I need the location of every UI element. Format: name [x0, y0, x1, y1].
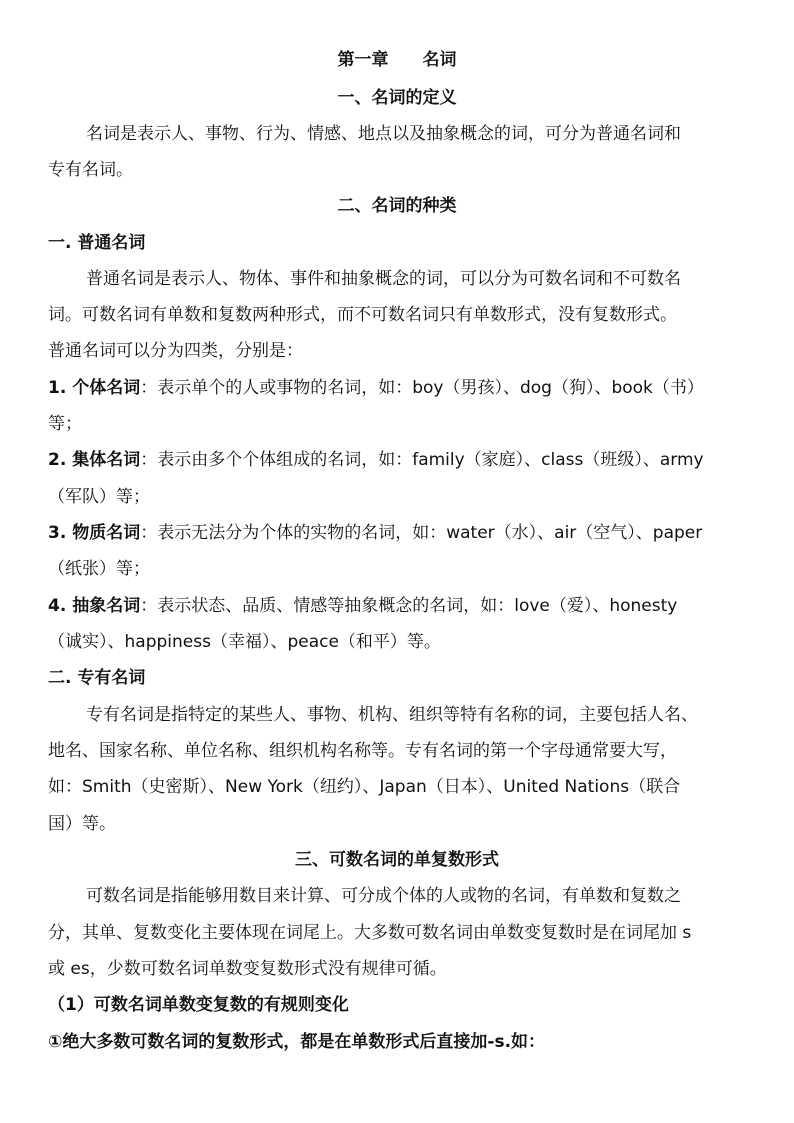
list-item-text: ：表示状态、品质、情感等抽象概念的名词，如：love（爱）、honesty [140, 596, 678, 616]
paragraph-line: （诚实）、happiness（幸福）、peace（和平）等。 [48, 632, 441, 652]
list-item [48, 521, 748, 545]
list-item-label: 4. 抽象名词 [48, 596, 141, 616]
list-item-text: ：表示单个的人或事物的名词，如：boy（男孩）、dog（狗）、book（书） [140, 378, 704, 398]
paragraph-line: 普通名词可以分为四类，分别是： [48, 341, 303, 361]
paragraph-line: 或 es，少数可数名词单数变复数形式没有规律可循。 [48, 959, 447, 979]
section-heading-types: 二、名词的种类 [337, 196, 457, 216]
list-item-label: 1. 个体名词 [48, 378, 141, 398]
list-item-label: 2. 集体名词 [48, 450, 141, 470]
paragraph-line: 分，其单、复数变化主要体现在词尾上。大多数可数名词由单数变复数时是在词尾加 s [48, 923, 692, 943]
list-item [48, 376, 748, 400]
section-heading-plural-forms: 三、可数名词的单复数形式 [295, 850, 499, 870]
paragraph-line: 名词是表示人、事物、行为、情感、地点以及抽象概念的词，可分为普通名词和 [86, 124, 681, 144]
paragraph-line: （军队）等； [48, 487, 150, 507]
list-item-label: 3. 物质名词 [48, 523, 141, 543]
paragraph-line: 可数名词是指能够用数目来计算、可分成个体的人或物的名词，有单数和复数之 [86, 886, 681, 906]
paragraph-line: 词。可数名词有单数和复数两种形式，而不可数名词只有单数形式，没有复数形式。 [48, 305, 677, 325]
subheading-common-nouns: 一. 普通名词 [48, 233, 146, 253]
rule-item: ①绝大多数可数名词的复数形式，都是在单数形式后直接加-s.如： [48, 1032, 546, 1052]
list-item-text: ：表示无法分为个体的实物的名词，如：water（水）、air（空气）、paper [140, 523, 703, 543]
paragraph-line: （纸张）等； [48, 559, 150, 579]
paragraph-line: 国）等。 [48, 814, 116, 834]
list-item [48, 594, 748, 618]
paragraph-line: 专有名词。 [48, 160, 133, 180]
paragraph-line: 如：Smith（史密斯）、New York（纽约）、Japan（日本）、United Nations（联合 [48, 777, 681, 797]
list-item-text: ：表示由多个个体组成的名词，如：family（家庭）、class（班级）、army [140, 450, 704, 470]
paragraph-line: 专有名词是指特定的某些人、事物、机构、组织等特有名称的词，主要包括人名、 [86, 705, 698, 725]
section-heading-definition: 一、名词的定义 [337, 88, 457, 108]
chapter-title: 第一章 名词 [337, 50, 457, 70]
list-item [48, 448, 748, 472]
paragraph-line: 普通名词是表示人、物体、事件和抽象概念的词，可以分为可数名词和不可数名 [86, 269, 681, 289]
paragraph-line: 地名、国家名称、单位名称、组织机构名称等。专有名词的第一个字母通常要大写， [48, 741, 677, 761]
subheading-regular-changes: （1）可数名词单数变复数的有规则变化 [48, 995, 349, 1015]
subheading-proper-nouns: 二. 专有名词 [48, 668, 146, 688]
paragraph-line: 等； [48, 414, 82, 434]
